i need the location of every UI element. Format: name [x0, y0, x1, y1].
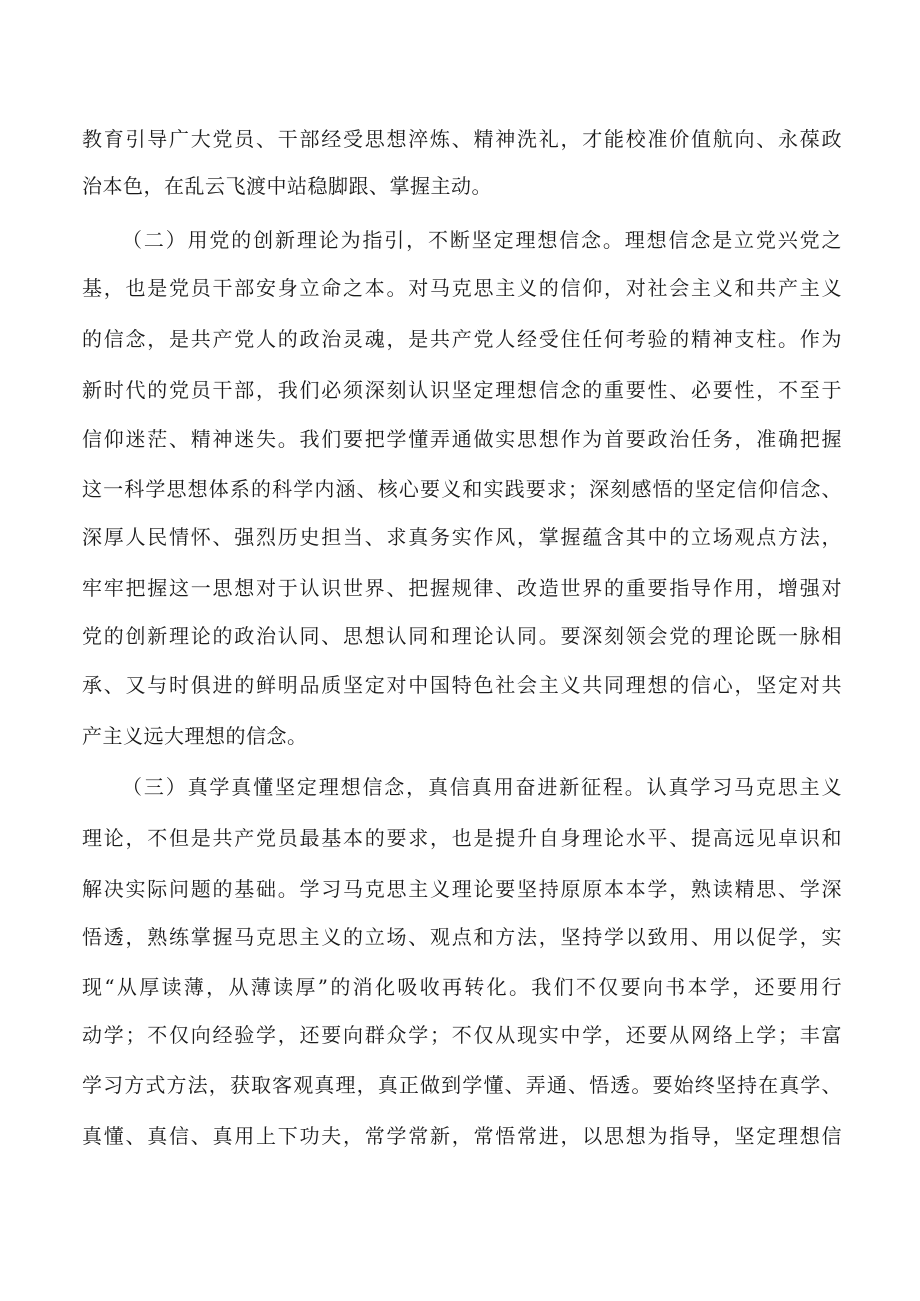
- text-line: 理论，不但是共产党员最基本的要求，也是提升自身理论水平、提高远见卓识和: [82, 826, 842, 850]
- paragraph-heading-line: （二）用党的创新理论为指引，不断坚定理想信念。理想信念是立党兴党之: [122, 228, 842, 252]
- text-line: 产主义远大理想的信念。: [82, 724, 308, 748]
- paragraph-heading-line: （三）真学真懂坚定理想信念，真信真用奋进新征程。认真学习马克思主义: [122, 775, 842, 799]
- text-line: 党的创新理论的政治认同、思想认同和理论认同。要深刻领会党的理论既一脉相: [82, 624, 842, 648]
- text-line: 这一科学思想体系的科学内涵、核心要义和实践要求；深刻感悟的坚定信仰信念、: [82, 477, 842, 501]
- text-line: 动学；不仅向经验学，还要向群众学；不仅从现实中学，还要从网络上学；丰富: [82, 1023, 842, 1047]
- text-line: 基，也是党员干部安身立命之本。对马克思主义的信仰，对社会主义和共产主义: [82, 276, 842, 300]
- text-line: 的信念，是共产党人的政治灵魂，是共产党人经受住任何考验的精神支柱。作为: [82, 327, 842, 351]
- text-line: 现“从厚读薄，从薄读厚”的消化吸收再转化。我们不仅要向书本学，还要用行: [82, 975, 842, 999]
- text-line: 悟透，熟练掌握马克思主义的立场、观点和方法，坚持学以致用、用以促学，实: [82, 925, 842, 949]
- text-line: 解决实际问题的基础。学习马克思主义理论要坚持原原本本学，熟读精思、学深: [82, 877, 842, 901]
- text-line: 承、又与时俱进的鲜明品质坚定对中国特色社会主义共同理想的信心，坚定对共: [82, 673, 842, 697]
- text-line: 新时代的党员干部，我们必须深刻认识坚定理想信念的重要性、必要性，不至于: [82, 378, 842, 402]
- text-line: 真懂、真信、真用上下功夫，常学常新，常悟常进，以思想为指导，坚定理想信: [82, 1124, 842, 1148]
- text-line: 深厚人民情怀、强烈历史担当、求真务实作风，掌握蕴含其中的立场观点方法，: [82, 525, 842, 549]
- text-line: 学习方式方法，获取客观真理，真正做到学懂、弄通、悟透。要始终坚持在真学、: [82, 1073, 842, 1097]
- text-line: 牢牢把握这一思想对于认识世界、把握规律、改造世界的重要指导作用，增强对: [82, 576, 842, 600]
- text-line: 教育引导广大党员、干部经受思想淬炼、精神洗礼，才能校准价值航向、永葆政: [82, 127, 842, 151]
- text-line: 信仰迷茫、精神迷失。我们要把学懂弄通做实思想作为首要政治任务，准确把握: [82, 427, 842, 451]
- text-line: 治本色，在乱云飞渡中站稳脚跟、掌握主动。: [82, 174, 492, 198]
